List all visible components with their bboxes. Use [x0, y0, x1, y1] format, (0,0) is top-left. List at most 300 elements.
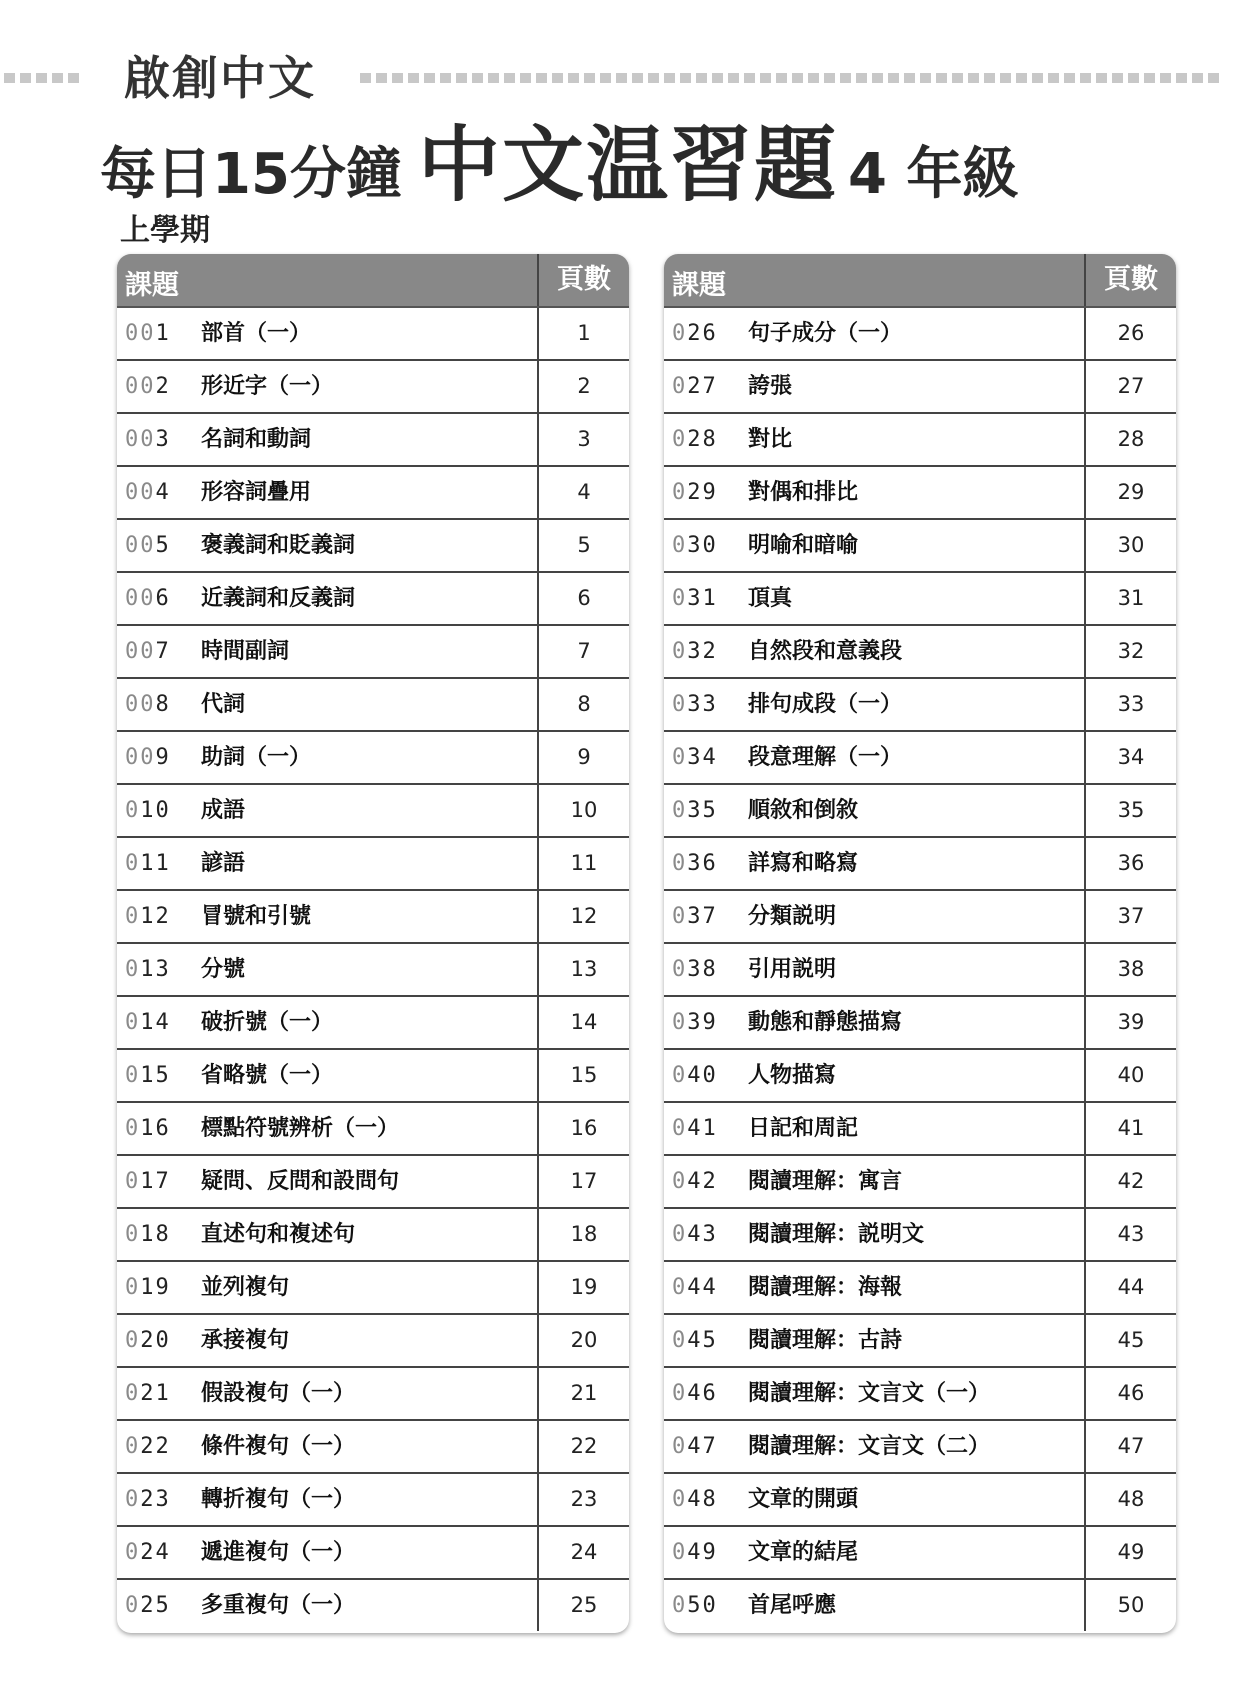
- lesson-number-zeros: 0: [125, 1487, 141, 1512]
- lesson-number: [672, 785, 718, 836]
- lesson-number-zeros: 0: [125, 1328, 141, 1353]
- lesson-number: [125, 785, 171, 836]
- toc-table-right: [664, 254, 1176, 1633]
- lesson-page: 50: [1084, 1580, 1176, 1631]
- lesson-topic: 成語: [201, 798, 246, 823]
- lesson-page: 6: [537, 573, 629, 624]
- lesson-topic: 諺語: [201, 851, 246, 876]
- lesson-topic: 轉折複句（一）: [201, 1487, 356, 1512]
- table-row: [117, 785, 629, 838]
- lesson-number: [125, 1527, 171, 1578]
- lesson-number: [672, 573, 718, 624]
- lesson-topic: 多重複句（一）: [201, 1593, 356, 1618]
- topic-column-header: 課題: [672, 270, 726, 301]
- lesson-topic: 閱讀理解：文言文（一）: [748, 1381, 991, 1406]
- table-row: [117, 732, 629, 785]
- lesson-number: [672, 361, 718, 412]
- lesson-number-zeros: 00: [125, 533, 156, 558]
- lesson-page: 29: [1084, 467, 1176, 518]
- lesson-page: 43: [1084, 1209, 1176, 1260]
- lesson-topic: 條件複句（一）: [201, 1434, 356, 1459]
- lesson-number-digits: 39: [687, 1010, 718, 1035]
- decorative-dots-right: [360, 68, 1224, 78]
- lesson-topic: 閱讀理解：文言文（二）: [748, 1434, 991, 1459]
- table-row: [664, 414, 1176, 467]
- lesson-number: [125, 1209, 171, 1260]
- lesson-topic: 省略號（一）: [201, 1063, 334, 1088]
- lesson-number-digits: 28: [687, 427, 718, 452]
- lesson-topic: 破折號（一）: [201, 1010, 334, 1035]
- lesson-number-zeros: 0: [672, 1222, 688, 1247]
- lesson-number-zeros: 0: [125, 957, 141, 982]
- lesson-page: 9: [537, 732, 629, 783]
- lesson-number-zeros: 0: [672, 1593, 688, 1618]
- lesson-number-zeros: 0: [672, 1169, 688, 1194]
- lesson-topic: 形近字（一）: [201, 374, 334, 399]
- lesson-page: 2: [537, 361, 629, 412]
- lesson-number-zeros: 0: [672, 1063, 688, 1088]
- lesson-number-zeros: 0: [125, 851, 141, 876]
- lesson-topic: 冒號和引號: [201, 904, 312, 929]
- lesson-number: [672, 1580, 718, 1631]
- lesson-page: 3: [537, 414, 629, 465]
- lesson-topic: 形容詞疊用: [201, 480, 312, 505]
- lesson-number: [125, 1050, 171, 1101]
- lesson-topic: 日記和周記: [748, 1116, 859, 1141]
- lesson-number: [672, 1421, 718, 1472]
- lesson-number-zeros: 00: [125, 745, 156, 770]
- table-row: [117, 1103, 629, 1156]
- lesson-page: 13: [537, 944, 629, 995]
- table-row: [117, 520, 629, 573]
- lesson-number: [672, 1262, 718, 1313]
- lesson-topic: 順敘和倒敘: [748, 798, 859, 823]
- table-row: [664, 679, 1176, 732]
- lesson-page: 24: [537, 1527, 629, 1578]
- table-row: [664, 1103, 1176, 1156]
- lesson-number: [125, 732, 171, 783]
- lesson-number: [125, 1262, 171, 1313]
- table-row: [117, 467, 629, 520]
- lesson-number-digits: 33: [687, 692, 718, 717]
- lesson-number-zeros: 0: [672, 1487, 688, 1512]
- lesson-number-digits: 47: [687, 1434, 718, 1459]
- lesson-number-digits: 31: [687, 586, 718, 611]
- table-row: [117, 1262, 629, 1315]
- table-row: [664, 1527, 1176, 1580]
- lesson-number-digits: 37: [687, 904, 718, 929]
- table-row: [117, 573, 629, 626]
- lesson-number-digits: 15: [140, 1063, 171, 1088]
- table-header: [117, 254, 629, 308]
- lesson-topic: 排句成段（一）: [748, 692, 903, 717]
- lesson-number-digits: 36: [687, 851, 718, 876]
- lesson-number: [125, 414, 171, 465]
- lesson-topic: 假設複句（一）: [201, 1381, 356, 1406]
- lesson-page: 49: [1084, 1527, 1176, 1578]
- lesson-page: 46: [1084, 1368, 1176, 1419]
- lesson-topic: 明喻和暗喻: [748, 533, 859, 558]
- lesson-number-digits: 25: [140, 1593, 171, 1618]
- lesson-number: [125, 1156, 171, 1207]
- lesson-number: [125, 626, 171, 677]
- lesson-topic: 頂真: [748, 586, 793, 611]
- lesson-number-digits: 8: [155, 692, 171, 717]
- lesson-number-zeros: 0: [125, 1222, 141, 1247]
- table-row: [664, 1209, 1176, 1262]
- lesson-number-zeros: 0: [125, 798, 141, 823]
- lesson-page: 4: [537, 467, 629, 518]
- lesson-number: [125, 1474, 171, 1525]
- table-row: [664, 838, 1176, 891]
- lesson-page: 26: [1084, 308, 1176, 359]
- lesson-page: 5: [537, 520, 629, 571]
- topic-column-header: 課題: [125, 270, 179, 301]
- lesson-page: 32: [1084, 626, 1176, 677]
- lesson-number-zeros: 0: [672, 480, 688, 505]
- lesson-page: 10: [537, 785, 629, 836]
- lesson-number-digits: 50: [687, 1593, 718, 1618]
- brand-name: 啟創中文: [124, 51, 316, 105]
- lesson-number: [672, 1103, 718, 1154]
- lesson-number-digits: 35: [687, 798, 718, 823]
- lesson-page: 47: [1084, 1421, 1176, 1472]
- lesson-number: [125, 520, 171, 571]
- lesson-page: 27: [1084, 361, 1176, 412]
- lesson-number-digits: 9: [155, 745, 171, 770]
- lesson-number-zeros: 0: [125, 1434, 141, 1459]
- table-row: [117, 1315, 629, 1368]
- lesson-number-zeros: 00: [125, 639, 156, 664]
- table-row: [664, 308, 1176, 361]
- table-row: [117, 1209, 629, 1262]
- lesson-topic: 遞進複句（一）: [201, 1540, 356, 1565]
- lesson-page: 44: [1084, 1262, 1176, 1313]
- lesson-number: [672, 944, 718, 995]
- lesson-topic: 閱讀理解：説明文: [748, 1222, 925, 1247]
- lesson-number-digits: 17: [140, 1169, 171, 1194]
- lesson-topic: 直述句和複述句: [201, 1222, 356, 1247]
- pages-column-header: 頁數: [1084, 254, 1176, 306]
- lesson-page: 8: [537, 679, 629, 730]
- lesson-number: [125, 997, 171, 1048]
- lesson-topic: 閱讀理解：寓言: [748, 1169, 903, 1194]
- lesson-number-zeros: 00: [125, 586, 156, 611]
- table-row: [664, 997, 1176, 1050]
- lesson-number-zeros: 0: [672, 427, 688, 452]
- lesson-number-zeros: 00: [125, 321, 156, 346]
- lesson-number-zeros: 0: [672, 851, 688, 876]
- lesson-topic: 閱讀理解：海報: [748, 1275, 903, 1300]
- lesson-topic: 句子成分（一）: [748, 321, 903, 346]
- lesson-number-digits: 20: [140, 1328, 171, 1353]
- lesson-number-digits: 38: [687, 957, 718, 982]
- table-row: [664, 944, 1176, 997]
- lesson-number-zeros: 0: [125, 1116, 141, 1141]
- lesson-number: [672, 467, 718, 518]
- lesson-number: [672, 891, 718, 942]
- lesson-number: [672, 520, 718, 571]
- lesson-number-zeros: 0: [672, 1328, 688, 1353]
- lesson-number-digits: 3: [155, 427, 171, 452]
- lesson-number-zeros: 0: [672, 692, 688, 717]
- lesson-page: 48: [1084, 1474, 1176, 1525]
- lesson-topic: 動態和靜態描寫: [748, 1010, 903, 1035]
- lesson-number-zeros: 0: [672, 1540, 688, 1565]
- lesson-page: 31: [1084, 573, 1176, 624]
- lesson-number: [125, 573, 171, 624]
- lesson-number-zeros: 0: [125, 904, 141, 929]
- lesson-topic: 褒義詞和貶義詞: [201, 533, 356, 558]
- table-row: [664, 891, 1176, 944]
- lesson-topic: 代詞: [201, 692, 246, 717]
- table-row: [664, 573, 1176, 626]
- table-row: [117, 414, 629, 467]
- lesson-page: 36: [1084, 838, 1176, 889]
- lesson-number: [125, 467, 171, 518]
- lesson-number-digits: 27: [687, 374, 718, 399]
- table-row: [664, 1421, 1176, 1474]
- lesson-number: [125, 679, 171, 730]
- lesson-number-zeros: 0: [672, 321, 688, 346]
- title-part-1: 每日15分鐘: [100, 142, 402, 207]
- lesson-number-zeros: 0: [672, 1275, 688, 1300]
- lesson-topic: 時間副詞: [201, 639, 290, 664]
- lesson-number-digits: 44: [687, 1275, 718, 1300]
- lesson-page: 20: [537, 1315, 629, 1366]
- lesson-topic: 對偶和排比: [748, 480, 859, 505]
- semester-heading: 上學期: [120, 213, 210, 248]
- lesson-topic: 詳寫和略寫: [748, 851, 859, 876]
- lesson-number: [672, 1474, 718, 1525]
- lesson-number-digits: 21: [140, 1381, 171, 1406]
- lesson-page: 40: [1084, 1050, 1176, 1101]
- table-row: [664, 785, 1176, 838]
- table-row: [117, 361, 629, 414]
- toc-rows-right: [664, 308, 1176, 1633]
- lesson-topic: 引用説明: [748, 957, 837, 982]
- table-row: [664, 1368, 1176, 1421]
- lesson-number-zeros: 0: [125, 1063, 141, 1088]
- lesson-number-zeros: 0: [672, 798, 688, 823]
- lesson-page: 45: [1084, 1315, 1176, 1366]
- toc-table-left: [117, 254, 629, 1633]
- lesson-number-zeros: 0: [672, 1381, 688, 1406]
- lesson-topic: 標點符號辨析（一）: [201, 1116, 400, 1141]
- table-header: [664, 254, 1176, 308]
- lesson-number-zeros: 0: [672, 533, 688, 558]
- lesson-number-digits: 45: [687, 1328, 718, 1353]
- lesson-number-digits: 2: [155, 374, 171, 399]
- lesson-page: 19: [537, 1262, 629, 1313]
- lesson-number: [125, 1315, 171, 1366]
- table-row: [664, 1315, 1176, 1368]
- lesson-number-zeros: 00: [125, 374, 156, 399]
- lesson-number: [672, 679, 718, 730]
- table-row: [117, 1474, 629, 1527]
- lesson-number-digits: 41: [687, 1116, 718, 1141]
- lesson-topic: 段意理解（一）: [748, 745, 903, 770]
- lesson-page: 34: [1084, 732, 1176, 783]
- lesson-page: 33: [1084, 679, 1176, 730]
- lesson-page: 1: [537, 308, 629, 359]
- lesson-number: [125, 891, 171, 942]
- lesson-topic: 閱讀理解：古詩: [748, 1328, 903, 1353]
- table-row: [117, 308, 629, 361]
- table-row: [117, 944, 629, 997]
- lesson-number: [672, 1527, 718, 1578]
- table-row: [664, 626, 1176, 679]
- lesson-number: [125, 1103, 171, 1154]
- lesson-number-digits: 24: [140, 1540, 171, 1565]
- lesson-number-zeros: 0: [125, 1275, 141, 1300]
- lesson-number: [672, 997, 718, 1048]
- lesson-page: 14: [537, 997, 629, 1048]
- lesson-number: [672, 1050, 718, 1101]
- lesson-number: [125, 1368, 171, 1419]
- lesson-number-digits: 14: [140, 1010, 171, 1035]
- lesson-page: 11: [537, 838, 629, 889]
- lesson-number-zeros: 0: [672, 639, 688, 664]
- lesson-topic: 文章的結尾: [748, 1540, 859, 1565]
- lesson-number-digits: 7: [155, 639, 171, 664]
- lesson-topic: 名詞和動詞: [201, 427, 312, 452]
- lesson-page: 23: [537, 1474, 629, 1525]
- table-row: [664, 1580, 1176, 1633]
- lesson-number: [672, 626, 718, 677]
- lesson-number-zeros: 0: [672, 957, 688, 982]
- lesson-topic: 並列複句: [201, 1275, 290, 1300]
- table-row: [117, 626, 629, 679]
- lesson-topic: 分類説明: [748, 904, 837, 929]
- table-row: [664, 732, 1176, 785]
- table-row: [117, 679, 629, 732]
- table-row: [664, 1474, 1176, 1527]
- lesson-topic: 分號: [201, 957, 246, 982]
- lesson-number: [672, 1368, 718, 1419]
- lesson-number: [672, 1315, 718, 1366]
- lesson-number-digits: 19: [140, 1275, 171, 1300]
- lesson-topic: 自然段和意義段: [748, 639, 903, 664]
- lesson-page: 15: [537, 1050, 629, 1101]
- lesson-page: 35: [1084, 785, 1176, 836]
- lesson-page: 30: [1084, 520, 1176, 571]
- lesson-number-digits: 40: [687, 1063, 718, 1088]
- lesson-number-zeros: 0: [125, 1593, 141, 1618]
- lesson-number-zeros: 00: [125, 480, 156, 505]
- lesson-page: 18: [537, 1209, 629, 1260]
- lesson-number: [672, 732, 718, 783]
- lesson-number-zeros: 0: [672, 1434, 688, 1459]
- lesson-number-zeros: 0: [672, 1010, 688, 1035]
- lesson-number: [125, 1580, 171, 1631]
- lesson-page: 7: [537, 626, 629, 677]
- lesson-topic: 人物描寫: [748, 1063, 837, 1088]
- lesson-number-digits: 5: [155, 533, 171, 558]
- decorative-dots-left: [4, 68, 84, 78]
- lesson-page: 22: [537, 1421, 629, 1472]
- table-row: [664, 361, 1176, 414]
- lesson-number-digits: 42: [687, 1169, 718, 1194]
- lesson-number-zeros: 0: [672, 374, 688, 399]
- table-row: [117, 838, 629, 891]
- lesson-number-digits: 4: [155, 480, 171, 505]
- lesson-page: 16: [537, 1103, 629, 1154]
- lesson-topic: 近義詞和反義詞: [201, 586, 356, 611]
- table-row: [664, 520, 1176, 573]
- lesson-number-digits: 11: [140, 851, 171, 876]
- lesson-page: 39: [1084, 997, 1176, 1048]
- lesson-page: 42: [1084, 1156, 1176, 1207]
- lesson-number-digits: 30: [687, 533, 718, 558]
- lesson-topic: 對比: [748, 427, 793, 452]
- lesson-number: [672, 1209, 718, 1260]
- table-row: [117, 997, 629, 1050]
- lesson-number-digits: 48: [687, 1487, 718, 1512]
- title-part-2: 中文温習題: [417, 118, 838, 213]
- table-row: [117, 1580, 629, 1633]
- lesson-number-zeros: 0: [125, 1010, 141, 1035]
- lesson-topic: 助詞（一）: [201, 745, 312, 770]
- lesson-number-digits: 10: [140, 798, 171, 823]
- lesson-number-zeros: 0: [672, 1116, 688, 1141]
- lesson-page: 21: [537, 1368, 629, 1419]
- lesson-number-digits: 26: [687, 321, 718, 346]
- lesson-number: [125, 361, 171, 412]
- lesson-number: [672, 838, 718, 889]
- lesson-number-digits: 13: [140, 957, 171, 982]
- table-row: [117, 1527, 629, 1580]
- lesson-topic: 誇張: [748, 374, 793, 399]
- lesson-number-zeros: 0: [125, 1381, 141, 1406]
- table-row: [664, 467, 1176, 520]
- table-row: [664, 1050, 1176, 1103]
- lesson-page: 25: [537, 1580, 629, 1631]
- lesson-number-zeros: 0: [125, 1540, 141, 1565]
- lesson-number-digits: 22: [140, 1434, 171, 1459]
- lesson-page: 17: [537, 1156, 629, 1207]
- lesson-topic: 部首（一）: [201, 321, 312, 346]
- toc-rows-left: [117, 308, 629, 1633]
- table-row: [117, 1368, 629, 1421]
- lesson-number: [125, 838, 171, 889]
- lesson-topic: 承接複句: [201, 1328, 290, 1353]
- lesson-number: [672, 414, 718, 465]
- lesson-number-zeros: 0: [672, 745, 688, 770]
- lesson-page: 12: [537, 891, 629, 942]
- table-row: [117, 891, 629, 944]
- lesson-number: [672, 308, 718, 359]
- lesson-number-digits: 16: [140, 1116, 171, 1141]
- lesson-number-digits: 46: [687, 1381, 718, 1406]
- lesson-number-zeros: 0: [672, 586, 688, 611]
- lesson-number-digits: 32: [687, 639, 718, 664]
- table-row: [117, 1156, 629, 1209]
- lesson-topic: 文章的開頭: [748, 1487, 859, 1512]
- table-row: [664, 1156, 1176, 1209]
- title-part-3: 4 年級: [847, 142, 1019, 207]
- book-title: [100, 100, 1018, 217]
- lesson-number: [672, 1156, 718, 1207]
- lesson-number-zeros: 0: [672, 904, 688, 929]
- lesson-number-digits: 49: [687, 1540, 718, 1565]
- table-row: [664, 1262, 1176, 1315]
- lesson-number-digits: 29: [687, 480, 718, 505]
- lesson-number: [125, 944, 171, 995]
- lesson-number-zeros: 00: [125, 692, 156, 717]
- lesson-number: [125, 1421, 171, 1472]
- lesson-number-digits: 23: [140, 1487, 171, 1512]
